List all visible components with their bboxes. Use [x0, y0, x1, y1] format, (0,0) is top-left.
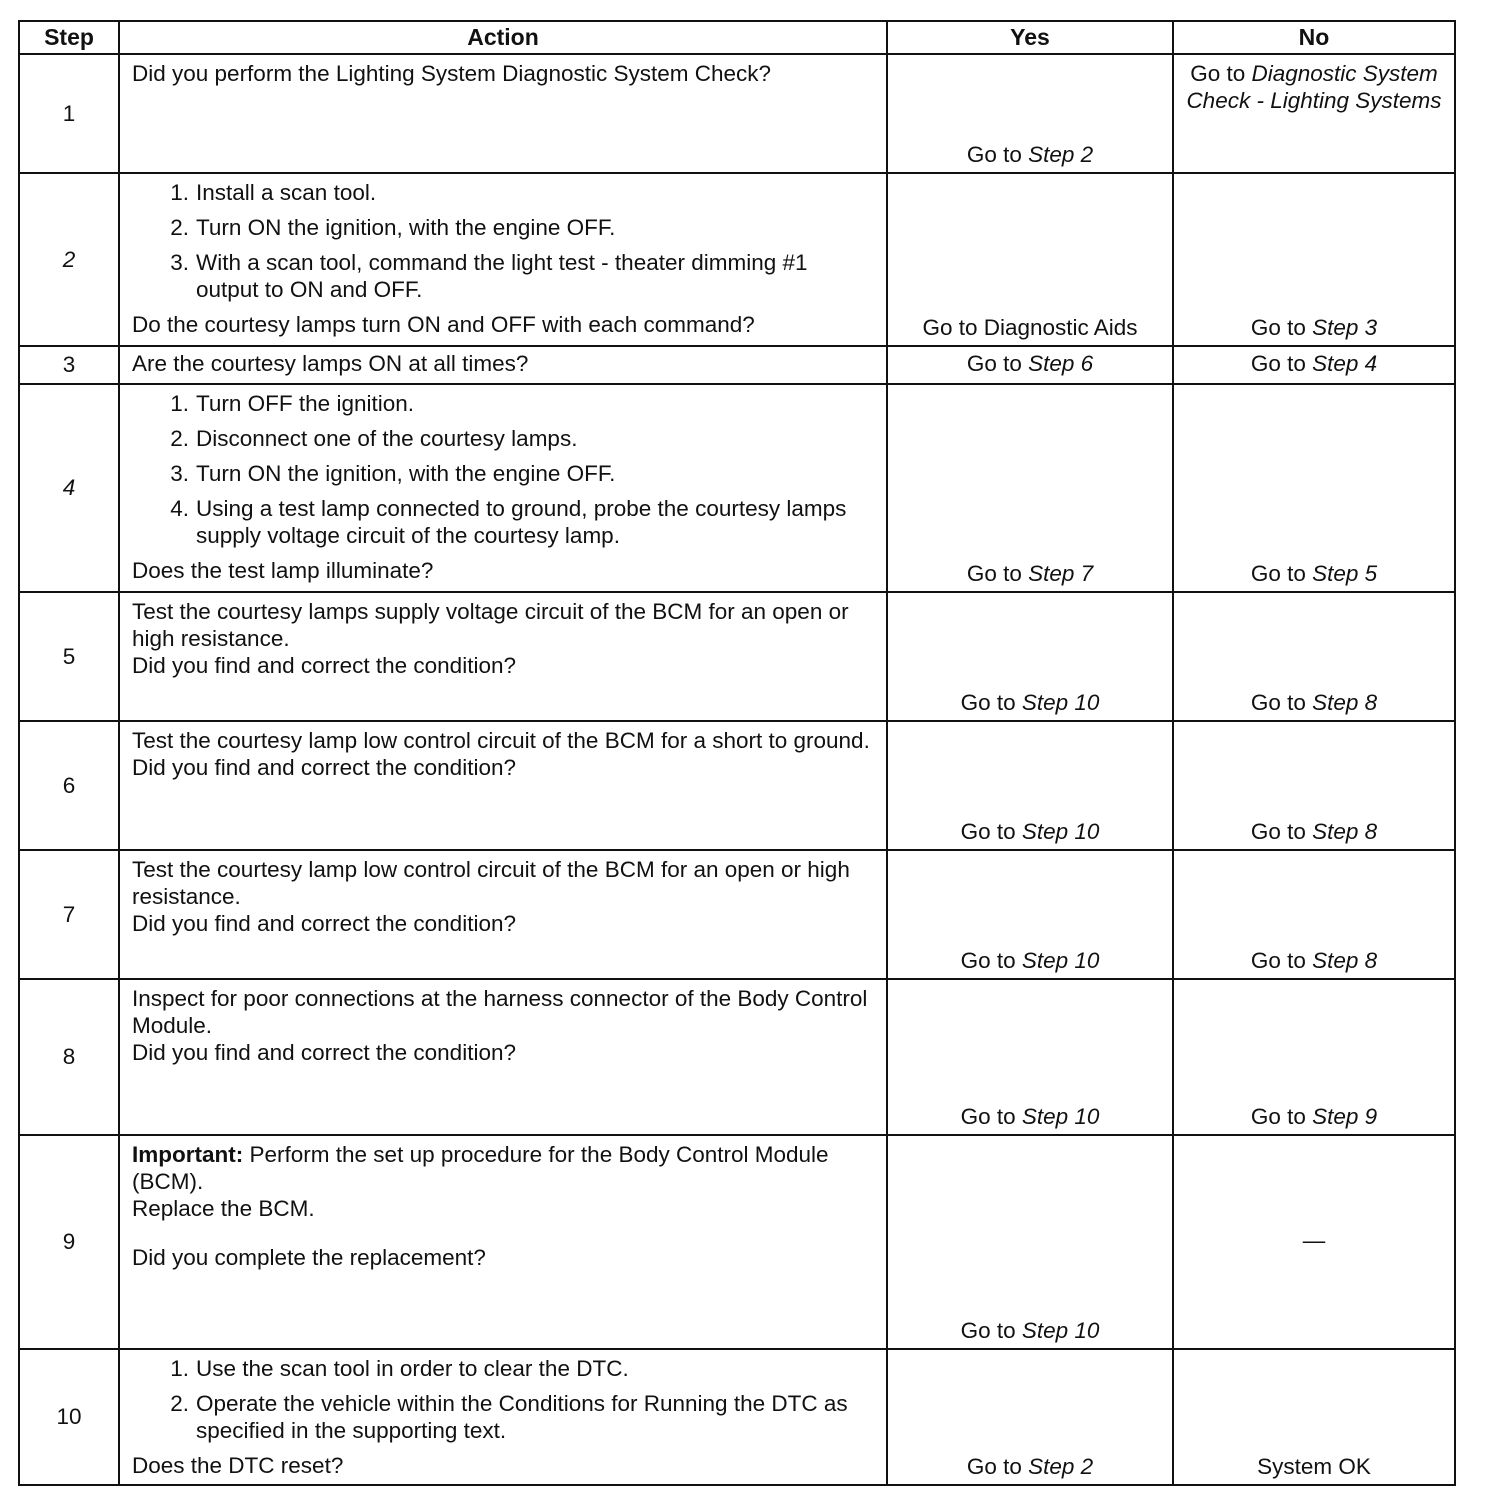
yes-step-ref: Step 10 [1021, 1318, 1100, 1343]
no-step-ref: Diagnostic System Check - Lighting Systems [1186, 61, 1442, 113]
table-row [19, 173, 1455, 346]
action-list [132, 390, 876, 557]
action-cell [119, 346, 887, 384]
yes-step-ref: Step 2 [1028, 142, 1094, 167]
action-question: Did you find and correct the condition? [132, 1040, 516, 1065]
action-question: Did you find and correct the condition? [132, 653, 516, 678]
action-question: Do the courtesy lamps turn ON and OFF with each command? [132, 312, 755, 337]
yes-step-ref: Step 10 [1021, 1104, 1100, 1129]
no-step-ref: Step 9 [1312, 1104, 1378, 1129]
list-item: 2. Disconnect one of the courtesy lamps. [170, 426, 578, 451]
no-cell: Go to Step 8 [1173, 850, 1455, 979]
no-cell: Go to Step 4 [1173, 346, 1455, 384]
no-cell: Go to Step 8 [1173, 721, 1455, 850]
list-item: 2. Turn ON the ignition, with the engine OFF. [170, 215, 616, 240]
yes-cell: Go to Step 10 [887, 592, 1173, 721]
diagnostic-table [18, 20, 1456, 1486]
no-cell: Go to Step 8 [1173, 592, 1455, 721]
action-text: Replace the BCM. [132, 1196, 315, 1221]
list-item: 1. Turn OFF the ignition. [170, 391, 415, 416]
action-cell [119, 721, 887, 850]
list-item: 3. Turn ON the ignition, with the engine OFF. [170, 461, 616, 486]
action-question: Did you complete the replacement? [132, 1245, 486, 1270]
no-cell: Go to Diagnostic System Check - Lighting Systems [1173, 54, 1455, 173]
step-number: 4 [19, 384, 119, 592]
yes-cell: Go to Step 10 [887, 1135, 1173, 1349]
step-number: 5 [19, 592, 119, 721]
no-cell: System OK [1173, 1349, 1455, 1485]
table-row [19, 384, 1455, 592]
step-number: 2 [19, 173, 119, 346]
header-yes: Yes [887, 21, 1173, 54]
table-row [19, 1349, 1455, 1485]
table-row [19, 850, 1455, 979]
action-cell [119, 384, 887, 592]
no-cell: Go to Step 9 [1173, 979, 1455, 1135]
list-item: 3. With a scan tool, command the light test - theater dimming #1 output to ON and OFF. [170, 250, 808, 302]
important-label: Important: [132, 1142, 244, 1167]
yes-cell: Go to Step 10 [887, 721, 1173, 850]
yes-cell: Go to Step 10 [887, 850, 1173, 979]
action-list [132, 179, 876, 311]
action-text: Inspect for poor connections at the harness connector of the Body Control Module. [132, 986, 868, 1038]
list-item: 1. Use the scan tool in order to clear the DTC. [170, 1356, 629, 1381]
no-step-ref: Step 3 [1312, 315, 1378, 340]
action-cell [119, 1135, 887, 1349]
table-row [19, 592, 1455, 721]
action-cell [119, 592, 887, 721]
header-no: No [1173, 21, 1455, 54]
yes-cell: Go to Step 2 [887, 1349, 1173, 1485]
step-number: 9 [19, 1135, 119, 1349]
table-row [19, 721, 1455, 850]
no-step-ref: Step 8 [1312, 948, 1378, 973]
table-row [19, 346, 1455, 384]
yes-cell: Go to Step 7 [887, 384, 1173, 592]
step-number: 3 [19, 346, 119, 384]
header-row [19, 21, 1455, 54]
no-step-ref: Step 8 [1312, 690, 1378, 715]
action-cell [119, 1349, 887, 1485]
no-cell: Go to Step 5 [1173, 384, 1455, 592]
no-step-ref: Step 8 [1312, 819, 1378, 844]
list-item: 2. Operate the vehicle within the Conditions for Running the DTC as specified in the supporting text. [170, 1391, 848, 1443]
header-step: Step [19, 21, 119, 54]
step-number: 6 [19, 721, 119, 850]
action-list [132, 1355, 876, 1452]
step-number: 8 [19, 979, 119, 1135]
yes-step-ref: Step 10 [1021, 948, 1100, 973]
action-cell [119, 173, 887, 346]
table-row [19, 54, 1455, 173]
no-step-ref: Step 4 [1312, 350, 1378, 376]
yes-cell: Go to Step 10 [887, 979, 1173, 1135]
action-question: Did you find and correct the condition? [132, 755, 516, 780]
action-cell [119, 54, 887, 173]
important-note: Important: Perform the set up procedure for the Body Control Module (BCM). [132, 1142, 829, 1194]
step-number: 1 [19, 54, 119, 173]
no-step-ref: Step 5 [1312, 561, 1378, 586]
no-cell: — [1173, 1135, 1455, 1349]
action-text: Test the courtesy lamp low control circuit of the BCM for a short to ground. [132, 728, 870, 753]
action-question: Does the DTC reset? [132, 1453, 344, 1478]
header-action: Action [119, 21, 887, 54]
yes-cell: Go to Diagnostic Aids [887, 173, 1173, 346]
action-text: Test the courtesy lamps supply voltage circuit of the BCM for an open or high resistance. [132, 599, 849, 651]
action-question: Are the courtesy lamps ON at all times? [132, 351, 529, 376]
yes-step-ref: Step 7 [1028, 561, 1094, 586]
list-item: 4. Using a test lamp connected to ground, probe the courtesy lamps supply voltage circuit of the courtesy lamp. [170, 496, 847, 548]
action-text: Test the courtesy lamp low control circuit of the BCM for an open or high resistance. [132, 857, 850, 909]
yes-step-ref: Step 10 [1021, 819, 1100, 844]
yes-cell: Go to Step 6 [887, 346, 1173, 384]
yes-step-ref: Step 2 [1028, 1454, 1094, 1479]
yes-cell: Go to Step 2 [887, 54, 1173, 173]
yes-step-ref: Step 6 [1028, 350, 1094, 376]
action-question: Does the test lamp illuminate? [132, 558, 434, 583]
step-number: 10 [19, 1349, 119, 1485]
list-item: 1. Install a scan tool. [170, 180, 377, 205]
action-cell [119, 979, 887, 1135]
table-row [19, 979, 1455, 1135]
step-number: 7 [19, 850, 119, 979]
action-question: Did you find and correct the condition? [132, 911, 516, 936]
table-row [19, 1135, 1455, 1349]
no-cell: Go to Step 3 [1173, 173, 1455, 346]
action-cell [119, 850, 887, 979]
yes-step-ref: Step 10 [1021, 690, 1100, 715]
action-question: Did you perform the Lighting System Diagnostic System Check? [132, 61, 772, 86]
